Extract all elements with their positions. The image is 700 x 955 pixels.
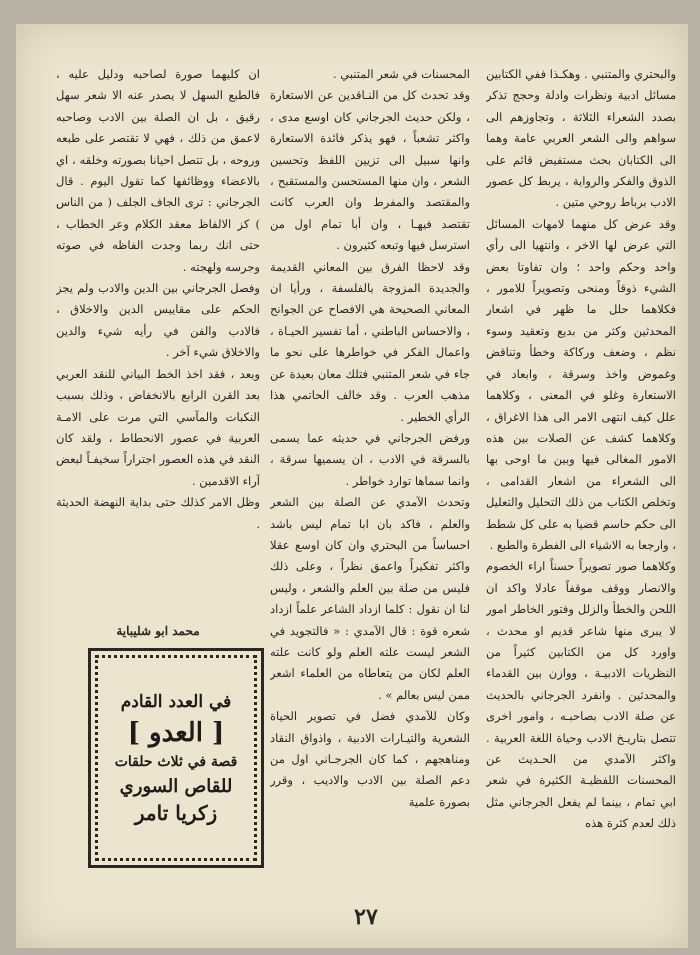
paragraph: وبعد ، فقد اخذ الخط البياني للنقد العربي بعد القرن الرابع بالانخفاض ، وذلك بسبب النكبات والمآسي التي مرت على الامـة العربية في عصور الانحطاط ، ولقد كان النقد في هذه العصور اجتراراً سخيفـاً لبعض آراء الاقدمين . xyxy=(56,366,260,488)
paragraph: المحسنات في شعر المتنبي . xyxy=(332,67,470,81)
paragraph: وكلاهما صور تصويراً حسناً اراء الخصوم والانصار ووقف موقفاً عادلا واكد ان اللحن والخطأ والزلل وفتور الخاطر امور لا يبرى منها شاعر قديم او محدث ، واورد كل من الكتابين كثيراً من النظريات الادبيـة ، ووازن بين القدماء والمحدثين . وانفرد الجرجاني بالحديث عن صلة الادب بصاحبـه ، وامور اخرى تتصل بتاريـخ الادب وحياة اللغة العربية . واكثر الآمدي من الحـديث عن المحسنات اللفظيـة الكثيرة في شعر ابي تمام ، بينما لم يفعل الجرجاني مثل ذلك لعدم كثرة هذه xyxy=(486,559,676,831)
paragraph: ورفض الجرجاني في حديثه عما يسمى بالسرقة في الادب ، ان يسميها سرقة ، وانما سماها توارد خواطر . xyxy=(270,430,470,488)
advert-description: قصة في ثلاث حلقات xyxy=(114,753,238,770)
paragraph: وقد عرض كل منهما لامهات المسائل التي عرض لها الاخر ، وانتهيا الى رأي واحد وحكم واحد ؛ وان تفاوتا بعض الشيء ذوقاً ومنحى وتصويراً للامور ، فكلاهما حلل ما ظهر في اشعار المحدثين وكثر من بديع وتعقيد وسوء نظم ، وضعف وركاكة وخطأ وتناقض وغموض واخذ وسرقة ، وابعاد في الاستعارة وغلو في المعنى ، وكلاهما علل كيف انتهى الامر الى هذا الاغراق ، وكلاهما كشف عن الصلات بين هذه الامور المغالى فيها وبين ما اوحى بها الى الشعراء من اشعار القدامى ، وتخلص الكتاب من ذلك التحليل والتعليل الى حكم حاسم قضيا به على كل شطط ، وارجعا به الاشياء الى الفطرة والطبع . xyxy=(486,216,676,552)
paragraph: وظل الامر كذلك حتى بداية النهضة الحديثة . xyxy=(56,495,260,531)
article-column-left xyxy=(56,64,260,644)
paragraph: ان كليهما صورة لصاحبه ودليل عليه ، فالطبع السهل لا يصدر عنه الا شعر سهل رقيق ، بل ان الصلة بين الادب وصاحبه لاعمق من ذلك ، فهي لا تقتصر على طبعه وروحه ، بل تتصل احيانا بصورته وخلقه ، اي بالاعضاء ووظائفها كما تقول اليوم . قال الجرجاني : ترى الجاف الجلف ( من الناس ) كز الالفاظ معقد الكلام وعر الخطاب ، حتى انك ربما وجدت الفاظه في صوته وجرسه ولهجته . xyxy=(56,67,260,274)
paragraph: وفصل الجرجاني بين الدين والادب ولم يجز الحكم على مقاييس الدين والاخلاق ، فالادب والفن في رأيه شيء والدين والاخلاق شيء آخر . xyxy=(56,281,260,360)
paragraph: والبحتري والمتنبي . وهكـذا ففي الكتابين مسائل ادبية ونظرات وادلة وحجج تذكر بصدد الشعراء الثلاثة ، وتجاوزهم الى سواهم والى الشعر العربي عامة وهما الى الكتابان بحث مستفيض قائم على الذوق والفكر والرواية ، يربط كل عصور الادب برباط روحي متين . xyxy=(486,67,676,210)
paragraph: وتحدث الآمدي عن الصلة بين الشعر والعلم ، فاكد بان ابا تمام ليس باشد احساساً من البحتري وان كان اوسع عقلا واكثر تفكيراً واعمق نظراً ، وعلى ذلك فليس من صلة بين العلم والشعر ، وليس لنا ان نقول : كلما ازداد الشاعر علماً ازداد شعره قوة : قال الآمدي : « فالتجويد في الشعر ليست علته العلم ولو كانت علته العلم لكان من يتعاطاه من العلماء اشعر ممن ليس بعالم » . xyxy=(270,495,470,702)
article-column-middle xyxy=(270,64,470,904)
advert-author-line-1: للقاص السوري xyxy=(119,775,233,797)
paragraph: وقد لاحظا الفرق بين المعاني القديمة والجديدة المزوجة بالفلسفة ، ورأيا ان المعاني الصحيحة هي الافصاح عن الجوانح ، والاحساس الباطني ، أما تفسير الحيـاة ، واعمال الفكر في خواطرها على نحو ما جاء في شعر المتنبي فتلك معان بعيدة عن مذهب العرب . وقد خالف الحاتمي هذا الرأي الخطير . xyxy=(270,259,470,424)
next-issue-advert xyxy=(88,648,264,868)
paragraph: وقد تحدث كل من النـاقدين عن الاستعارة ، ولكن حديث الجرجاني كان اوسع مدى ، واكثر تشعباً ، فهو يذكر فائدة الاستعارة وانها سبيل الى تزيين اللفظ وتحسين الشعر ، وان منها المستحسن والمستقبح ، والمقتصد والمفرط وان العرب كانت تقتصد فيهـا ، وان أبا تمام اول من استرسل فيها وتبعه كثيرون . xyxy=(270,88,470,253)
page-number: ٢٧ xyxy=(354,904,378,930)
advert-issue-line: في العدد القادم xyxy=(120,691,232,712)
author-signature: محمد ابو شليباية xyxy=(116,624,200,638)
advert-dotted-frame xyxy=(95,655,257,861)
article-column-right xyxy=(486,64,676,904)
advert-author-line-2: زكريا تامر xyxy=(134,800,218,825)
paragraph: وكان للآمدي فضل في تصوير الحياة الشعرية والتيـارات الادبية ، واذواق النقاد ومناهجهم ، كما كان الجرجـاني اول من دعم الصلة بين الادب والاديب ، وقرر بصورة علمية xyxy=(270,709,470,809)
magazine-page xyxy=(16,24,688,948)
advert-story-title: [ العدو ] xyxy=(127,717,225,748)
